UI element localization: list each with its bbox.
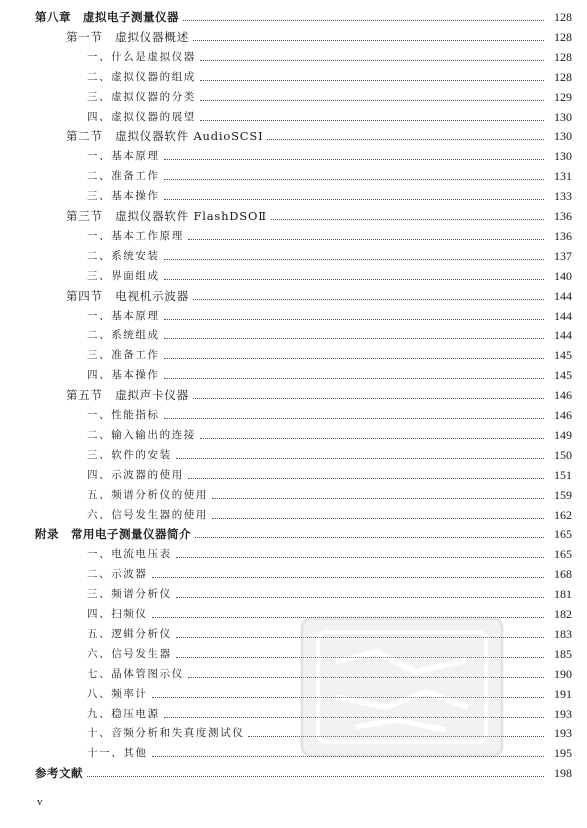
- dot-leader: [164, 179, 544, 180]
- toc-entry-page-number: 149: [554, 427, 572, 442]
- toc-entry-title: 三、准备工作: [87, 349, 160, 362]
- toc-entry-title: 二、准备工作: [87, 170, 160, 183]
- toc-entry-page-number: 128: [554, 69, 572, 84]
- dot-leader: [193, 40, 544, 41]
- dot-leader: [164, 418, 544, 419]
- dot-leader: [152, 577, 545, 578]
- dot-leader: [164, 378, 544, 379]
- toc-subsection-entry: [87, 223, 572, 243]
- toc-entry-page-number: 136: [554, 228, 572, 243]
- toc-entry-page-number: 191: [554, 686, 572, 701]
- toc-entry-title: 二、系统组成: [87, 329, 160, 342]
- toc-section-entry: [66, 203, 572, 223]
- toc-entry-title: 四、扫频仪: [87, 608, 148, 620]
- toc-entry-title: 三、界面组成: [87, 269, 160, 282]
- toc-section-entry: [66, 283, 572, 303]
- toc-entry-title: 三、基本操作: [87, 190, 160, 203]
- toc-entry-page-number: 182: [554, 607, 572, 621]
- toc-entry-title: 第五节 虚拟声卡仪器: [66, 388, 189, 403]
- toc-entry-title: 八、频率计: [87, 687, 148, 700]
- toc-entry-title: 四、虚拟仪器的展望: [87, 110, 196, 123]
- toc-entry-page-number: 145: [554, 368, 572, 383]
- dot-leader: [193, 299, 544, 300]
- toc-entry-page-number: 181: [554, 587, 572, 602]
- dot-leader: [164, 159, 544, 160]
- toc-entry-page-number: 183: [554, 626, 572, 641]
- toc-entry-title: 六、信号发生器的使用: [87, 508, 208, 521]
- toc-entry-title: 三、虚拟仪器的分类: [87, 90, 196, 103]
- dot-leader: [164, 199, 544, 200]
- toc-entry-title: 第八章 虚拟电子测量仪器: [35, 10, 179, 24]
- toc-entry-page-number: 133: [554, 189, 572, 204]
- toc-entry-title: 二、输入输出的连接: [87, 428, 196, 441]
- dot-leader: [164, 358, 544, 359]
- dot-leader: [176, 557, 544, 558]
- toc-entry-page-number: 136: [554, 209, 572, 223]
- toc-subsection-entry: [87, 442, 572, 462]
- toc-entry-title: 一、基本原理: [87, 150, 160, 163]
- toc-entry-page-number: 168: [554, 567, 572, 582]
- toc-entry-page-number: 140: [554, 268, 572, 283]
- toc-entry-page-number: 146: [554, 388, 572, 403]
- toc-entry-title: 第一节 虚拟仪器概述: [66, 29, 189, 44]
- toc-subsection-entry: [87, 322, 572, 342]
- toc-subsection-entry: [87, 482, 572, 502]
- toc-entry-title: 三、频谱分析仪: [87, 588, 172, 601]
- toc-entry-title: 参考文献: [35, 766, 83, 781]
- toc-entry-page-number: 130: [554, 109, 572, 124]
- toc-subsection-entry: [87, 561, 572, 581]
- toc-entry-title: 第三节 虚拟仪器软件 FlashDSOⅡ: [66, 209, 267, 223]
- dot-leader: [200, 438, 544, 439]
- toc-entry-page-number: 185: [554, 646, 572, 661]
- toc-entry-page-number: 151: [554, 467, 572, 482]
- toc-subsection-entry: [87, 163, 572, 183]
- toc-entry-page-number: 193: [554, 726, 572, 741]
- toc-entry-title: 一、性能指标: [87, 409, 160, 421]
- toc-chapter-entry: [35, 760, 572, 780]
- toc-entry-page-number: 144: [554, 328, 572, 343]
- dot-leader: [188, 239, 544, 240]
- toc-chapter-entry: [35, 521, 572, 541]
- toc-entry-page-number: 128: [554, 29, 572, 44]
- dot-leader: [176, 458, 544, 459]
- toc-entry-title: 第二节 虚拟仪器软件 AudioSCSI: [66, 129, 264, 144]
- toc-subsection-entry: [87, 462, 572, 482]
- toc-entry-page-number: 144: [554, 288, 572, 303]
- toc-subsection-entry: [87, 541, 572, 561]
- toc-entry-title: 五、频谱分析仪的使用: [87, 488, 208, 501]
- toc-entry-title: 第四节 电视机示波器: [66, 288, 189, 303]
- dot-leader: [195, 537, 544, 538]
- toc-entry-title: 六、信号发生器: [87, 647, 172, 660]
- toc-entry-page-number: 129: [554, 89, 572, 104]
- dot-leader: [212, 498, 544, 499]
- toc-entry-page-number: 131: [554, 169, 572, 184]
- toc-entry-page-number: 198: [554, 766, 572, 781]
- toc-subsection-entry: [87, 303, 572, 323]
- toc-entry-title: 五、逻辑分析仪: [87, 627, 172, 640]
- toc-section-entry: [66, 382, 572, 402]
- toc-subsection-entry: [87, 402, 572, 422]
- toc-subsection-entry: [87, 64, 572, 84]
- toc-subsection-entry: [87, 502, 572, 522]
- toc-entry-title: 十、音频分析和失真度测试仪: [87, 727, 245, 740]
- toc-entry-page-number: 137: [554, 248, 572, 263]
- toc-entry-title: 九、稳压电源: [87, 707, 160, 720]
- toc-entry-page-number: 130: [554, 149, 572, 164]
- toc-entry-title: 一、什么是虚拟仪器: [87, 50, 196, 63]
- dot-leader: [164, 259, 544, 260]
- dot-leader: [188, 478, 544, 479]
- toc-subsection-entry: [87, 84, 572, 104]
- toc-chapter-entry: [35, 4, 572, 24]
- dot-leader: [200, 100, 544, 101]
- toc-entry-title: 四、示波器的使用: [87, 468, 184, 481]
- toc-entry-title: 三、软件的安装: [87, 448, 172, 461]
- dot-leader: [164, 279, 544, 280]
- toc-entry-page-number: 128: [554, 10, 572, 24]
- toc-entry-title: 一、基本原理: [87, 309, 160, 322]
- toc-subsection-entry: [87, 362, 572, 382]
- toc-subsection-entry: [87, 243, 572, 263]
- toc-entry-page-number: 195: [554, 746, 572, 761]
- toc-entry-title: 七、晶体管图示仪: [87, 667, 184, 680]
- toc-subsection-entry: [87, 183, 572, 203]
- dot-leader: [176, 597, 544, 598]
- dot-leader: [87, 776, 544, 777]
- page-number-footer: v: [37, 796, 43, 808]
- toc-entry-title: 二、系统安装: [87, 249, 160, 262]
- toc-entry-title: 一、基本工作原理: [87, 229, 184, 242]
- toc-entry-page-number: 128: [554, 49, 572, 64]
- toc-entry-title: 一、电流电压表: [87, 548, 172, 561]
- dot-leader: [200, 120, 544, 121]
- toc-entry-page-number: 159: [554, 487, 572, 502]
- dot-leader: [267, 139, 544, 140]
- toc-section-entry: [66, 24, 572, 44]
- toc-subsection-entry: [87, 422, 572, 442]
- toc-subsection-entry: [87, 44, 572, 64]
- toc-entry-title: 附录 常用电子测量仪器简介: [35, 527, 191, 542]
- toc-subsection-entry: [87, 104, 572, 124]
- dot-leader: [212, 518, 544, 519]
- toc-entry-page-number: 162: [554, 507, 572, 522]
- toc-entry-title: 十一、其他: [87, 747, 148, 760]
- toc-entry-page-number: 144: [554, 308, 572, 323]
- toc-entry-page-number: 165: [554, 527, 572, 542]
- toc-section-entry: [66, 123, 572, 143]
- toc-subsection-entry: [87, 263, 572, 283]
- library-stamp-watermark: [296, 612, 508, 762]
- toc-entry-page-number: 190: [554, 666, 572, 681]
- toc-entry-title: 二、虚拟仪器的组成: [87, 70, 196, 83]
- toc-subsection-entry: [87, 143, 572, 163]
- dot-leader: [193, 398, 544, 399]
- toc-subsection-entry: [87, 342, 572, 362]
- toc-entry-page-number: 165: [554, 547, 572, 562]
- dot-leader: [164, 319, 544, 320]
- dot-leader: [164, 338, 544, 339]
- toc-entry-page-number: 146: [554, 408, 572, 422]
- toc-entry-page-number: 130: [554, 129, 572, 144]
- toc-entry-page-number: 193: [554, 706, 572, 721]
- dot-leader: [271, 219, 544, 220]
- toc-subsection-entry: [87, 581, 572, 601]
- dot-leader: [200, 80, 544, 81]
- dot-leader: [200, 60, 544, 61]
- dot-leader: [183, 20, 544, 21]
- toc-entry-page-number: 145: [554, 348, 572, 363]
- toc-entry-title: 二、示波器: [87, 568, 148, 581]
- toc-entry-page-number: 150: [554, 447, 572, 462]
- toc-entry-title: 四、基本操作: [87, 369, 160, 382]
